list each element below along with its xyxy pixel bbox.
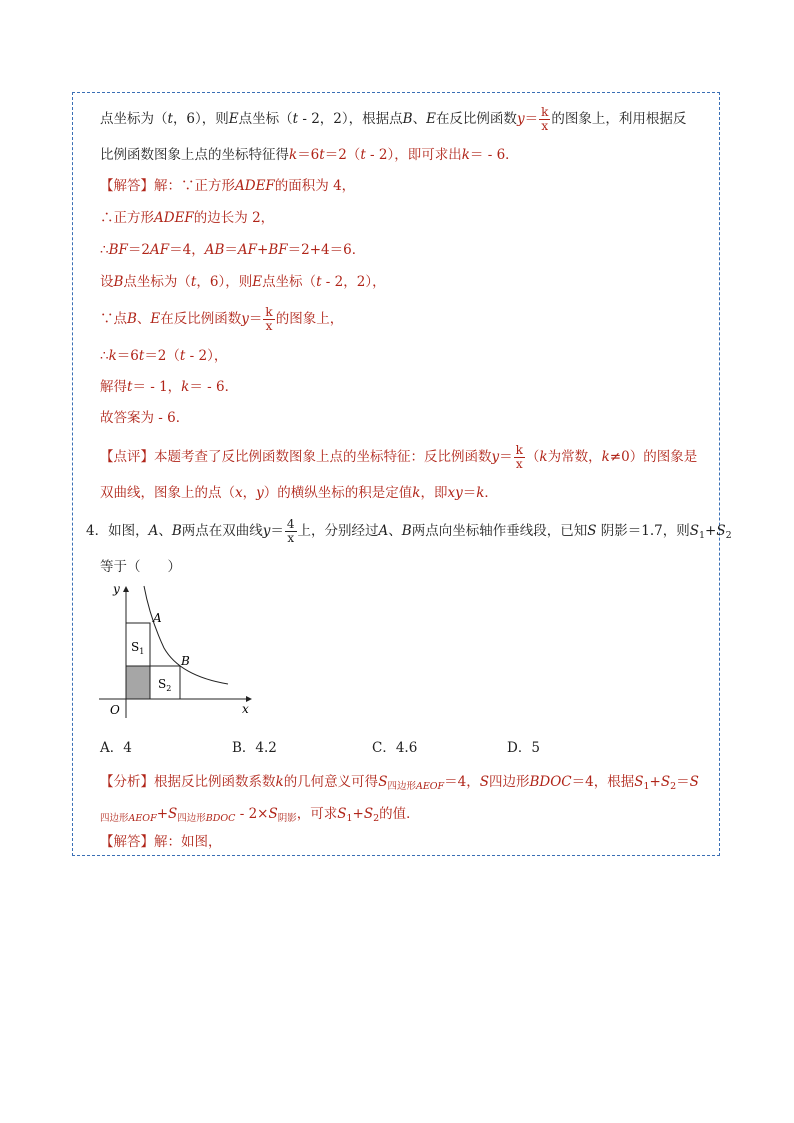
var-b: B [113, 274, 124, 290]
text: 的边长为 2， [193, 210, 275, 226]
text: 、 [388, 523, 402, 539]
text: ，即 [420, 485, 448, 501]
var-s: S [363, 806, 374, 822]
var-bf: BF [268, 242, 288, 258]
text: ＝6 [297, 147, 320, 163]
var-t: t [319, 147, 325, 163]
text: + [705, 523, 717, 539]
text: 比例函数图象上点的坐标特征得 [100, 147, 289, 163]
text: 等于（ ） [100, 559, 181, 575]
text: 点坐标为（ [123, 274, 191, 290]
equals: ＝ [499, 449, 513, 465]
comment-label: 【点评】 [100, 449, 154, 465]
comment-line-2 [100, 483, 498, 503]
text: ∴正方形 [100, 210, 154, 226]
fraction-numerator: 4 [286, 517, 295, 531]
question-4-line-2 [100, 557, 181, 577]
text: ＝ [676, 774, 690, 790]
text-line-4 [100, 208, 274, 228]
text-line-2 [100, 145, 519, 165]
text: 、 [412, 111, 427, 127]
var-s: S [168, 806, 178, 822]
var-b: B [402, 111, 413, 127]
text: ＝4， [169, 242, 205, 258]
solution-label: 【解答】 [100, 834, 154, 850]
text: 、 [136, 311, 151, 327]
text: ＝2 [127, 242, 150, 258]
var-af: AF [149, 242, 170, 258]
var-adef: ADEF [154, 210, 194, 226]
text: ＝ - 6． [189, 379, 239, 395]
var-e: E [252, 274, 263, 290]
text: 为常数， [547, 449, 602, 465]
text-line-6 [100, 272, 386, 292]
var-e: E [228, 111, 239, 127]
subscript: 2 [725, 530, 732, 541]
text: 上，分别经过 [297, 523, 379, 539]
fraction-numerator: k [265, 305, 273, 319]
fraction-denominator: x [265, 319, 273, 333]
choice-c[interactable]: C．4.6 [372, 740, 418, 756]
text: ＝ - 6． [469, 147, 519, 163]
text: ＝ - 1， [132, 379, 182, 395]
choice-d[interactable]: D．5 [507, 740, 540, 756]
point-a-label: A [153, 611, 162, 625]
text: ，6），则 [172, 111, 229, 127]
var-e: E [426, 111, 436, 127]
text: - 2，2），根据点 [298, 111, 403, 127]
text: 点坐标（ [238, 111, 293, 127]
text: ＝ [224, 242, 238, 258]
text: - 2）， [185, 348, 228, 364]
subscript: 四边形 [100, 813, 129, 824]
text: ＝2+4＝6． [287, 242, 366, 258]
fraction-k-over-x [514, 444, 525, 471]
var-k: k [601, 449, 610, 465]
origin-label: O [110, 703, 120, 717]
var-k: k [275, 774, 284, 790]
comment-line-1 [100, 444, 697, 471]
var-s: S [716, 523, 726, 539]
text: ＝4，根据 [571, 774, 635, 790]
var-t: t [360, 147, 366, 163]
text: 点坐标为（ [100, 111, 168, 127]
equals: ＝ [270, 523, 284, 539]
var-s: S [479, 774, 489, 790]
text: 两点向坐标轴作垂线段，已知 [411, 523, 588, 539]
text: - 2，2）， [321, 274, 386, 290]
var-s: S [689, 774, 699, 790]
text: ，6），则 [196, 274, 253, 290]
var-b: B [171, 523, 182, 539]
text: + [649, 774, 661, 790]
choice-a[interactable]: A．4 [100, 740, 132, 756]
subscript: 2 [670, 781, 677, 792]
question-4-line-1 [86, 518, 732, 546]
text: 设 [100, 274, 114, 290]
text: 解：∵正方形 [154, 178, 235, 194]
text-line-8 [100, 346, 227, 366]
equals: ＝ [248, 311, 263, 327]
analysis-label: 【分析】 [100, 774, 154, 790]
var-t: t [292, 111, 299, 127]
text: ，可求 [296, 806, 338, 822]
y-axis-arrow-icon [123, 586, 129, 592]
text: 的值． [379, 806, 420, 822]
answer-text: 故答案为 - 6． [100, 410, 190, 426]
var-k: k [289, 147, 298, 163]
text: 在反比例函数 [160, 311, 242, 327]
solution-line-final [100, 832, 222, 852]
var-x: x [235, 485, 243, 501]
var-t: t [167, 111, 173, 127]
var-bdoc: BDOC [529, 774, 572, 790]
text: ＝6 [116, 348, 139, 364]
s1-label: $S_1$ [131, 640, 145, 656]
subscript: 1 [643, 781, 650, 792]
var-y: y [516, 111, 525, 127]
var-k: k [539, 449, 548, 465]
text: ＝4， [444, 774, 480, 790]
var-s: S [634, 774, 644, 790]
answer-line [100, 408, 189, 428]
s2-label: $S_2$ [158, 677, 172, 693]
var-k: k [476, 485, 485, 501]
text: 四边形 [488, 774, 530, 790]
fraction-numerator: k [541, 105, 549, 119]
hyperbola-figure [96, 578, 256, 720]
text: + [156, 806, 169, 822]
analysis-line-1 [100, 772, 699, 797]
text: 本题考查了反比例函数图象上点的坐标特征：反比例函数 [154, 449, 492, 465]
text: ≠0）的图象是 [609, 449, 698, 465]
text: 两点在双曲线 [181, 523, 263, 539]
text: + [257, 242, 269, 258]
var-s: S [689, 523, 699, 539]
subscript: 四边形 [177, 813, 206, 824]
text: 的图象上，利用根据反 [551, 111, 687, 127]
shaded-region [126, 666, 150, 699]
question-number: 4．如图， [86, 523, 149, 539]
fraction-denominator: x [515, 457, 523, 471]
var-bf: BF [108, 242, 128, 258]
text: + [352, 806, 364, 822]
var-s: S [337, 806, 347, 822]
fraction-k-over-x [263, 306, 274, 333]
var-s: S [268, 806, 278, 822]
choice-b[interactable]: B．4.2 [232, 740, 277, 756]
var-t: t [190, 274, 197, 290]
var-xy: xy [447, 485, 463, 501]
text: ＝ [462, 485, 477, 501]
text-line-9 [100, 377, 238, 397]
var-k: k [461, 147, 470, 163]
text: 双曲线，图象上的点（ [100, 485, 235, 501]
subscript: 四边形 [387, 781, 416, 792]
var-e: E [150, 311, 161, 327]
text: ）的横纵坐标的积是定值 [263, 485, 413, 501]
subscript: 阴影 [277, 813, 297, 824]
var-t: t [127, 379, 133, 395]
text: ， [242, 485, 257, 501]
var-k: k [108, 348, 117, 364]
text: ∵点 [100, 311, 127, 327]
text: 阴影＝1.7，则 [596, 523, 690, 539]
text-line-5 [100, 240, 365, 260]
var-t: t [138, 348, 145, 364]
var-adef: ADEF [235, 178, 275, 194]
var-y: y [256, 485, 264, 501]
hyperbola-curve [144, 586, 228, 684]
var-t: t [179, 348, 186, 364]
fraction-k-over-x [539, 106, 550, 133]
text: 点坐标（ [262, 274, 317, 290]
text: 的图象上， [275, 311, 344, 327]
var-y: y [491, 449, 500, 465]
text: - 2），即可求出 [365, 147, 462, 163]
text: 在反比例函数 [435, 111, 517, 127]
text: ∴ [100, 348, 109, 364]
subscript: BDOC [205, 813, 236, 824]
var-y: y [241, 311, 249, 327]
equals: ＝ [524, 111, 539, 127]
text: 解得 [100, 379, 127, 395]
subscript: 1 [698, 530, 706, 541]
text-line-7 [100, 306, 343, 333]
text: 根据反比例函数系数 [154, 774, 276, 790]
var-k: k [412, 485, 421, 501]
solution-heading-line [100, 176, 355, 196]
text: ＝2（ [324, 147, 361, 163]
text: ∴ [100, 242, 109, 258]
text: ． [484, 485, 498, 501]
var-ab: AB [204, 242, 225, 258]
text: - 2× [235, 806, 269, 822]
var-af: AF [237, 242, 257, 258]
var-a: A [378, 523, 389, 539]
fraction-numerator: k [515, 443, 523, 457]
var-s: S [587, 523, 597, 539]
var-t: t [316, 274, 322, 290]
var-b: B [127, 311, 137, 327]
solution-label: 【解答】 [100, 178, 154, 194]
fraction-denominator: x [287, 531, 295, 545]
y-axis-label: y [113, 582, 120, 596]
text: ＝2（ [144, 348, 180, 364]
fraction-4-over-x [285, 518, 297, 545]
subscript: AEOF [415, 781, 445, 792]
var-s: S [378, 774, 388, 790]
text-line-1 [100, 106, 686, 133]
var-a: A [148, 523, 159, 539]
text: 解：如图， [154, 834, 222, 850]
text: 、 [158, 523, 172, 539]
subscript: AEOF [128, 813, 157, 824]
subscript: 1 [346, 813, 353, 824]
text: 的面积为 4， [274, 178, 356, 194]
analysis-line-2 [100, 804, 420, 829]
fraction-denominator: x [541, 119, 549, 133]
var-s: S [660, 774, 671, 790]
text: 的几何意义可得 [283, 774, 379, 790]
subscript: 2 [373, 813, 380, 824]
var-k: k [181, 379, 190, 395]
point-b-label: B [181, 654, 190, 668]
var-b: B [401, 523, 412, 539]
var-y: y [262, 523, 271, 539]
text: （ [525, 449, 540, 465]
x-axis-label: x [242, 702, 249, 716]
